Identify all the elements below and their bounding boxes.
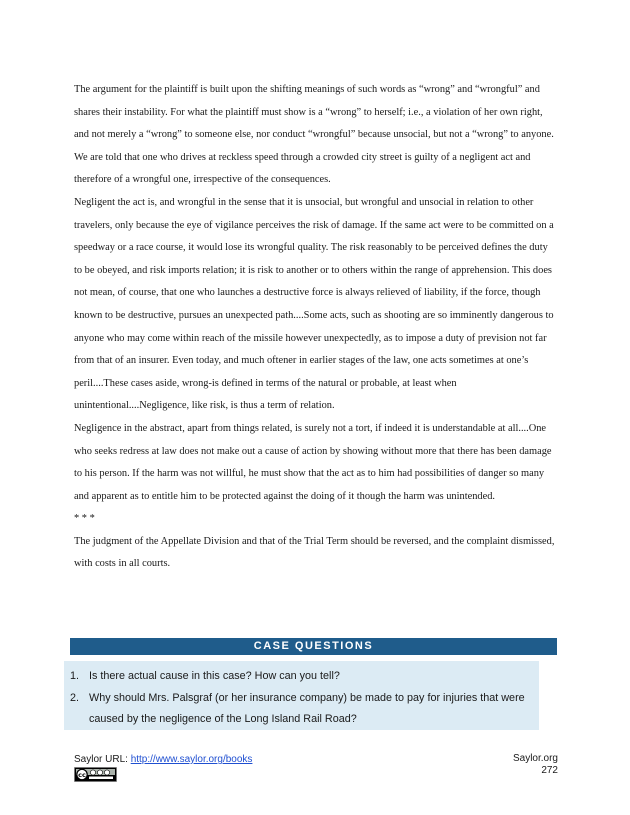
section-separator: * * * [74, 513, 95, 525]
paragraph: Negligent the act is, and wrongful in the sense that it is unsocial, but wrongful and unsocial in relation to other travelers, only because the eye of vigilance perceives the risk of damage. If the same act were to be committed on a speedway or a race course, it would lose its wrongful quality. The risk reasonably to be perceived defines the duty to be obeyed, and risk imports relation; it is risk to another or to others within the range of apprehension. This does not mean, of course, that one who launches a destructive force is always relieved of liability, if the force, though known to be destructive, pursues an unexpected path....Some acts, such as shooting are so imminently dangerous to anyone who may come within reach of the missile however unexpectedly, as to impose a duty of prevision not far from that of an insurer. Even today, and much oftener in earlier stages of the law, one acts sometimes at one’s peril....These cases aside, wrong-is defined in terms of the natural or probable, at least when unintentional....Negligence, like risk, is thus a term of relation. [74, 196, 554, 412]
question-item [70, 666, 536, 688]
case-questions-heading: CASE QUESTIONS [70, 638, 557, 655]
source-url-link[interactable]: http://www.saylor.org/books [130, 754, 253, 765]
creative-commons-license-icon [74, 767, 117, 782]
site-name: Saylor.org [512, 753, 558, 764]
page-number: 272 [541, 765, 558, 776]
question-text: Why should Mrs. Palsgraf (or her insurance company) be made to pay for injuries that were caused by the negligence of the Long Island Rail Road? [89, 691, 525, 725]
paragraph: The judgment of the Appellate Division and that of the Trial Term should be reversed, and the complaint dismissed, with costs in all courts. [74, 535, 555, 570]
question-item [70, 688, 536, 731]
paragraph: Negligence in the abstract, apart from things related, is surely not a tort, if indeed it is understandable at all....One who seeks redress at law does not make out a cause of action by showing without more that there has been damage to his person. If the harm was not willful, he must show that the act as to him had possibilities of danger so many and apparent as to entitle him to be protected against the doing of it though the harm was unintended. [74, 422, 552, 502]
source-url-label: Saylor URL: [74, 754, 131, 765]
question-number: 2. [70, 691, 80, 704]
question-text: Is there actual cause in this case? How can you tell? [89, 670, 340, 682]
paragraph: The argument for the plaintiff is built upon the shifting meanings of such words as “wrong” and “wrongful” and shares their instability. For what the plaintiff must show is a “wrong” to herself; i.e., a violation of her own right, and not merely a “wrong” to someone else, nor conduct “wrongful” because unsocial, but not a “wrong” to anyone. We are told that one who drives at reckless speed through a crowded city street is guilty of a negligent act and therefore of a wrongful one, irrespective of the consequences. [74, 84, 554, 186]
source-url [74, 753, 252, 766]
footer-right [513, 753, 558, 777]
question-number: 1. [70, 670, 80, 682]
opinion-text [74, 79, 558, 576]
case-questions-list [70, 666, 536, 731]
license-badge-text: cc [78, 771, 86, 779]
